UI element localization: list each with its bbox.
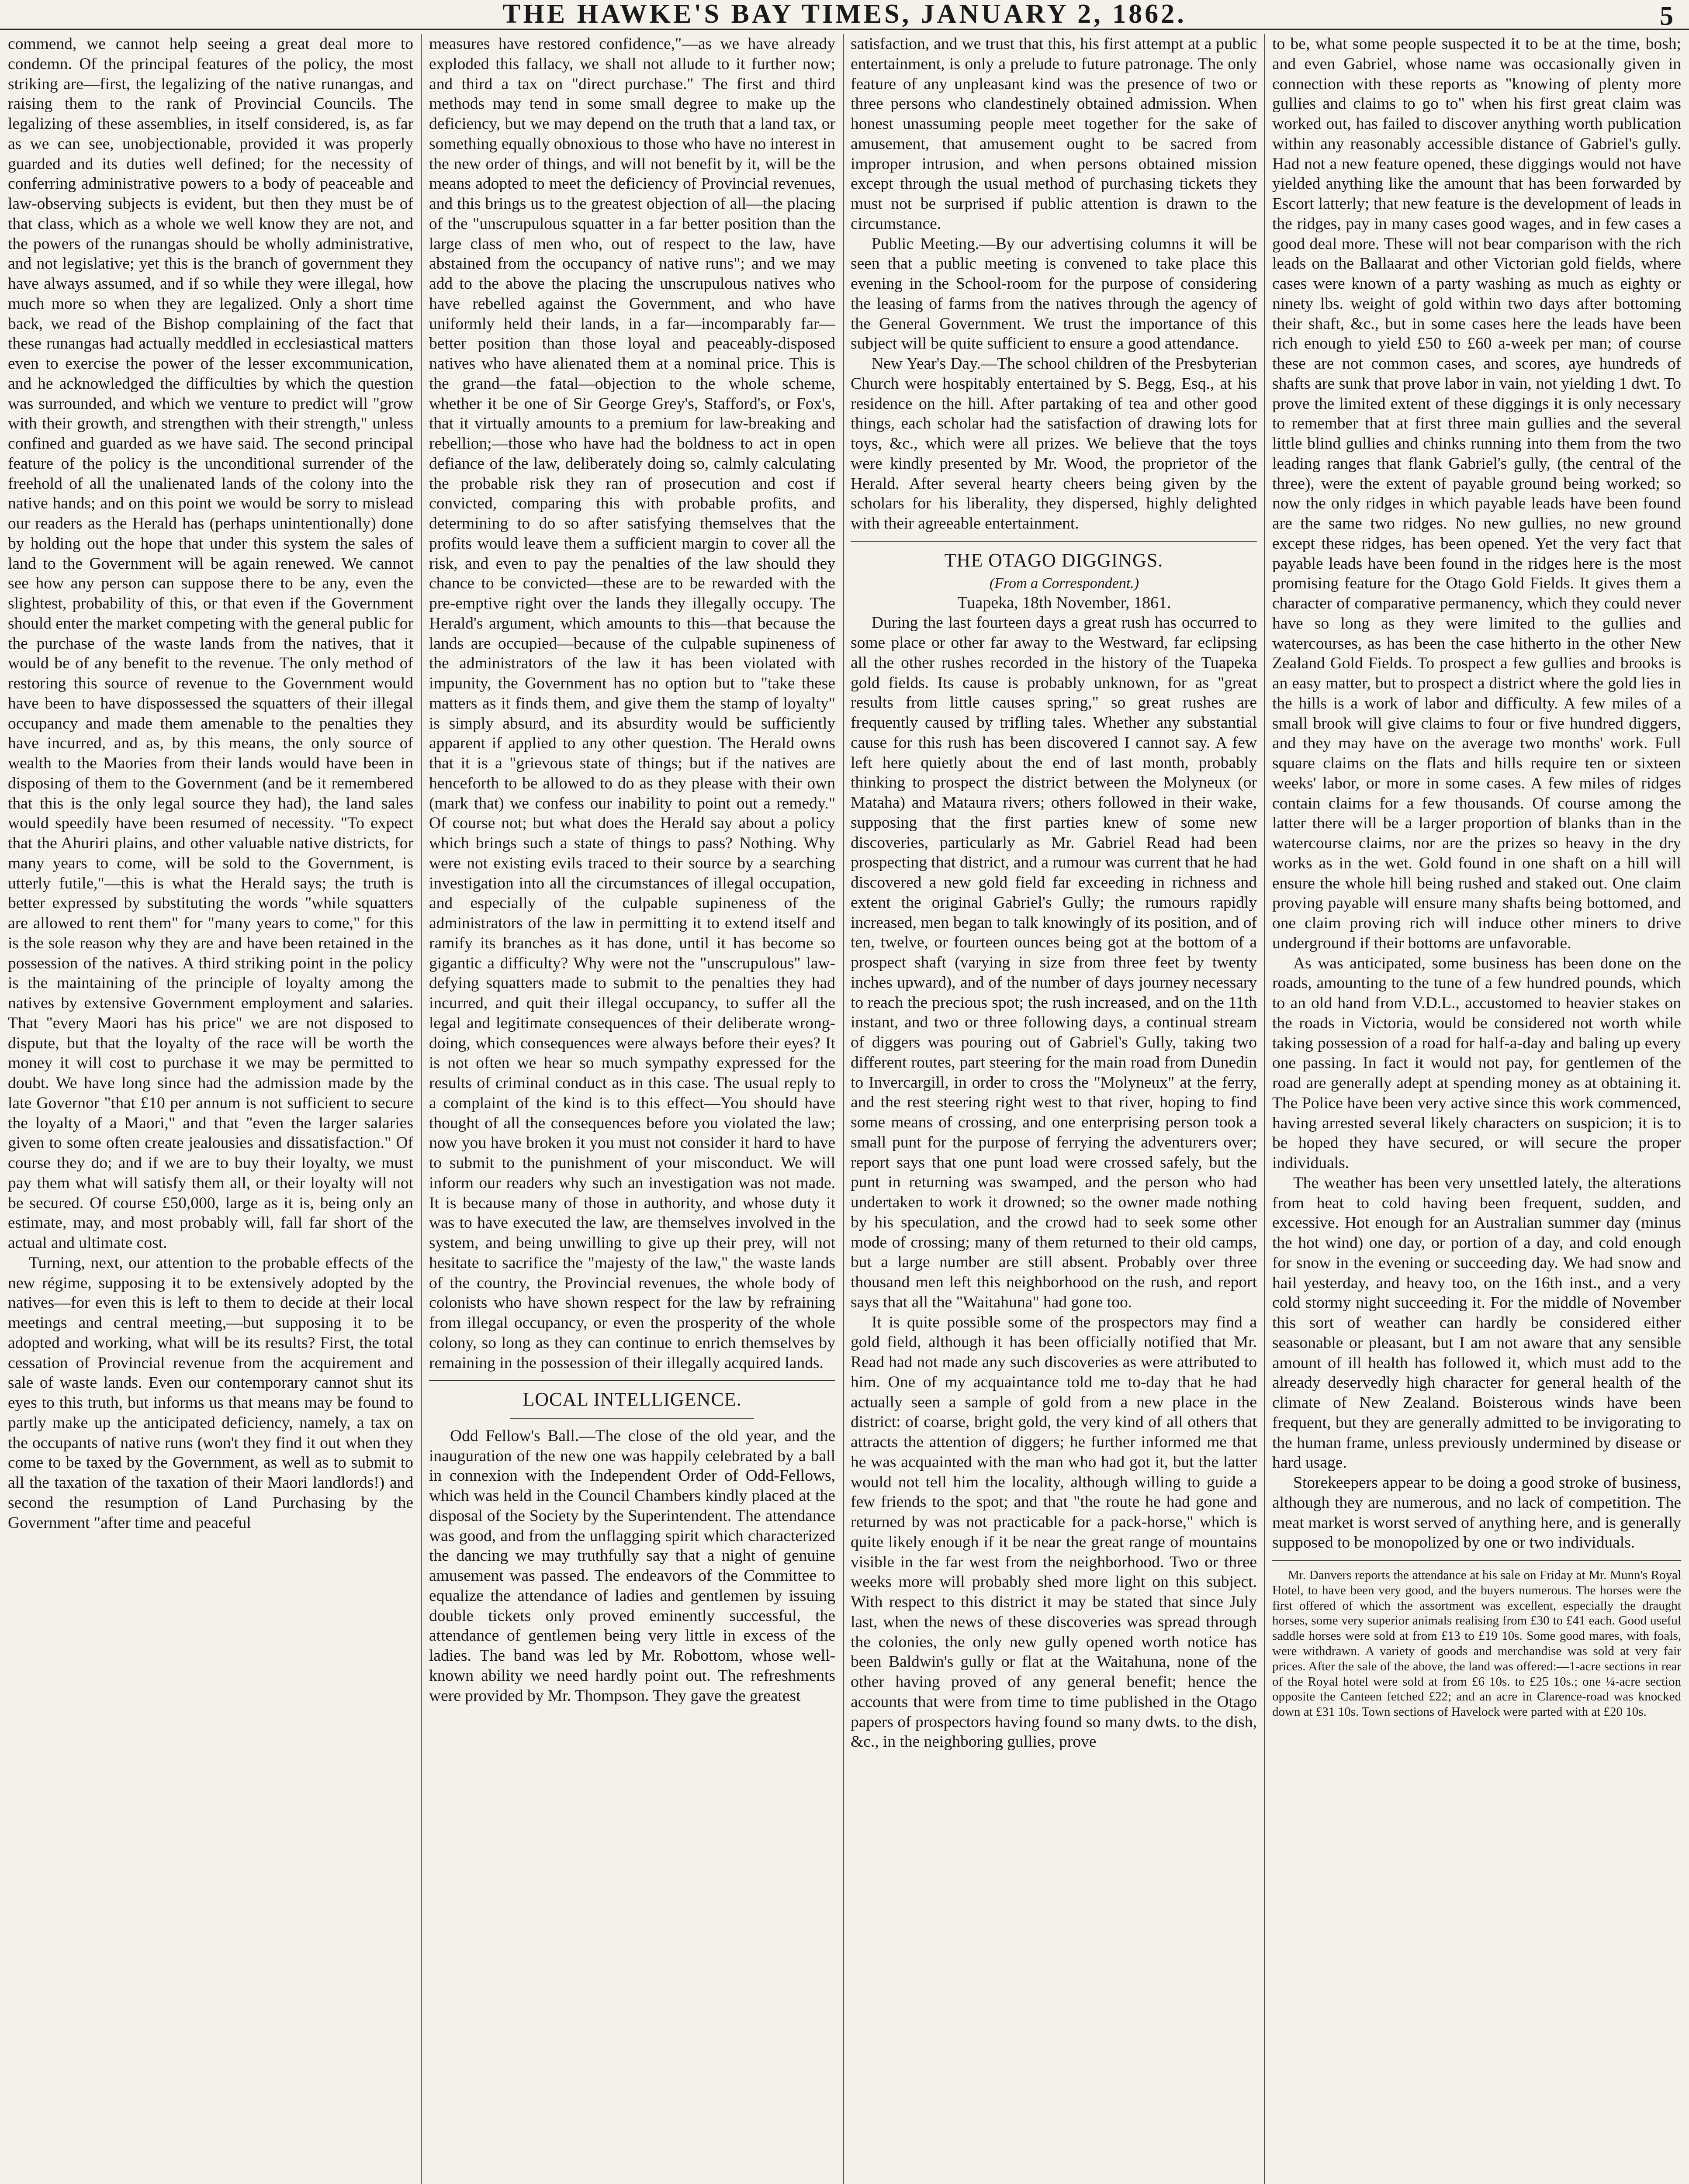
article-byline: (From a Correspondent.) — [989, 575, 1139, 592]
article-paragraph: During the last fourteen days a great rush has occurred to some place or other far away to the Westward, far eclipsing all the other rushes recorded in the history of the Tuapeka gold fields. Its cause is probably unknown, for as "great results from little causes spring," so great rushes are frequently caused by trifling tales. Whether any substantial cause for this rush has been discovered I cannot say. A few left here quietly about the end of last month, probably thinking to prospect the district between the Molyneux (or Mataha) and Mataura rivers; others followed in their wake, supposing that the first parties knew of some new discoveries, particularly as Mr. Gabriel Read had been prospecting that district, and a rumour was current that he had discovered a new gold field far exceeding in richness and extent the original Gabriel's Gully; the rumours rapidly increased, men began to talk knowingly of its position, and of ten, twelve, or fourteen ounces being got at the bottom of a prospect shaft (varying in size from three feet by twenty inches upward), and of the number of days journey necessary to reach the precious spot; the rush increased, and on the 11th instant, and two or three following days, a continual stream of diggers was pouring out of Gabriel's Gully, taking two different routes, part steering for the main road from Dunedin to Invercargill, in order to cross the "Molyneux" at the ferry, and the rest steering right west to that river, hoping to find some means of crossing, and one enterprising person took a small punt for the purpose of ferrying the adventurers over; report says that one punt load were crossed safely, but the punt in returning was swamped, and the person who had undertaken to work it drowned; so the owner made nothing by his speculation, and the crowd had to seek some other mode of crossing; many of them returned to their old camps, but a large number are still absent. Probably over three thousand men left this neighborhood on the rush, and report says that all the "Waitahuna" had gone too. — [851, 614, 1257, 1311]
article-paragraph: Turning, next, our attention to the probable effects of the new régime, supposing it to be extensively adopted by the natives—for even this is left to them to decide at their local meetings and central meeting,—but supposing it to be adopted and working, what will be its results? First, the total cessation of Provincial revenue from the acquirement and sale of waste lands. Even our contemporary cannot shut its eyes to this truth, but informs us that means may be found to partly make up the anticipated deficiency, namely, a tax on the occupants of native runs (won't they find it out when they come to be taxed by the Government, as well as to submit to all the taxation of the taxation of their Maori landlords!) and second the resumption of Land Purchasing by the Government "after time and peaceful — [8, 1254, 413, 1532]
local-news-paragraph: Odd Fellow's Ball.—The close of the old year, and the inauguration of the new one was happily celebrated by a ball in connexion with the Independent Order of Odd-Fellows, which was held in the Council Chambers kindly placed at the disposal of the Society by the Superintendent. The attendance was good, and from the unflagging spirit which characterized the dancing we may truthfully say that a night of genuine amusement was passed. The endeavors of the Committee to equalize the attendance of ladies and gentlemen by issuing double tickets only proved eminently successful, the attendance of gentlemen being very little in excess of the ladies. The band was led by Mr. Robottom, whose well-known ability we need hardly point out. The refreshments were provided by Mr. Thompson. They gave the greatest — [429, 1427, 835, 1705]
column-1 — [8, 34, 413, 2184]
local-news-paragraph: Public Meeting.—By our advertising columns it will be seen that a public meeting is convened to take place this evening in the School-room for the purpose of considering the leasing of farms from the natives through the agency of the General Government. We trust the importance of this subject will be quite sufficient to ensure a good attendance. — [851, 235, 1257, 353]
newspaper-title: THE HAWKE'S BAY TIMES, JANUARY 2, 1862. — [502, 0, 1187, 29]
column-3 — [851, 34, 1257, 2184]
article-paragraph: commend, we cannot help seeing a great deal more to condemn. Of the principal features of the policy, the most striking are—first, the legalizing of the native runangas, and raising them to the rank of Provincial Councils. The legalizing of these assemblies, in itself considered, is, as far as we can see, unobjectionable, provided it was properly guarded and its duties well defined; for the necessity of conferring administrative powers to a body of peaceable and law-observing subjects is evident, but then they must be of that class, which as a whole we well know they are not, and the powers of the runangas should be wholly administrative, and not legislative; yet this is the branch of government they have always assumed, and if so while they were illegal, how much more so when they are legalized. Only a short time back, we read of the Bishop complaining of the fact that these runangas had actually meddled in ecclesiastical matters even to exercise the power of the lesser excommunication, and he acknowledged the difficulties by which the question was surrounded, and which we venture to predict will "grow with their growth, and strengthen with their strength," unless confined and guarded as we have said. The second principal feature of the policy is the unconditional surrender of the freehold of all the unalienated lands of the colony into the native hands; and on this point we would be sorry to mislead our readers as the Herald has (perhaps unintentionally) done by holding out the hope that under this system the sales of land to the Government will be again renewed. We cannot see how any person can suppose there to be any, even the slightest, probability of this, or that even if the Government should enter the market competing with the general public for the purchase of the waste lands from the natives, that it would be of any benefit to the revenue. The only method of restoring this source of revenue to the Government would have been to have dispossessed the squatters of their illegal occupancy and made them amenable to the penalties they have incurred, and as, by this means, the only source of wealth to the Maories from their lands would have been in disposing of them to the Government (and be it remembered that this is the only legal source they had), the land sales would speedily have been resumed of necessity. "To expect that the Ahuriri plains, and other valuable native districts, for many years to come, will be sold to the Government, is utterly futile,"—this is what the Herald says; the truth is better expressed by substituting the words "while squatters are allowed to rent them" for "many years to come," for this is the sole reason why they are and have been retained in the possession of the natives. A third striking point in the policy is the maintaining of the principle of loyalty among the natives by extensive Government employment and salaries. That "every Maori has his price" we are not disposed to dispute, but that the loyalty of the race will be worth the money it will cost to purchase it we may be permitted to doubt. We have long since had the admission made by the late Governor "that £10 per annum is not sufficient to secure the loyalty of a Maori," and that "even the larger salaries given to some often create jealousies and dissatisfaction." Of course they do; and if we are to buy their loyalty, we must pay them what will satisfy them all, or their loyalty will not be secured. Of course £50,000, large as it is, being only an estimate, may, and most probably will, fall far short of the actual and ultimate cost. — [8, 35, 413, 1252]
article-paragraph: to be, what some people suspected it to be at the time, bosh; and even Gabriel, whose name was occasionally given in connection with these reports as "knowing of plenty more gullies and claims to go to" when his first great claim was worked out, has failed to discover anything worth publication within any reasonably accessible distance of Gabriel's gully. Had not a new feature opened, these diggings would not have yielded anything like the amount that has been forwarded by Escort latterly; that new feature is the development of leads in the ridges, pay in many cases good wages, and in few cases a good deal more. These will not bear comparison with the rich leads on the Ballaarat and other Victorian gold fields, where cases were known of a party washing as much as eighty or ninety lbs. weight of gold within two days after bottoming their shaft, &c., but in some cases here the leads have been rich enough to yield £50 to £60 a-week per man; of course these are not common cases, and scores, aye hundreds of shafts are sunk that prove labor in vain, not yielding 1 dwt. To prove the limited extent of these diggings it is only necessary to remember that at first three main gullies and the several little blind gullies and chinks running into them from the two leading ranges that flank Gabriel's gully, (the central of the three), were the extent of payable ground being worked; so now the only ridges in which payable leads have been found are the same two ridges. No new gullies, no new ground except these ridges, has been opened. Yet the very fact that payable leads have been found in the ridges here is the most promising feature for the Otago Gold Fields. It gives them a character of comparative permanency, which they could never have so long as they were limited to the gullies and watercourses, as has been the case hitherto in the other New Zealand Gold Fields. To prospect a few gullies and brooks is an easy matter, but to prospect a district where the gold lies in the hills is a work of labor and difficulty. A few miles of a small brook will give claims to four or five hundred diggers, and they may have on the average two months' work. Full square claims on the flats and hills require ten or sixteen weeks' labor, or more in some cases. A few miles of ridges contain claims for a few thousands. Of course among the latter there will be a larger proportion of blanks than in the watercourse claims, nor are the prizes so heavy in the dry works as in the wet. Gold found in one shaft on a hill will ensure the whole hill being rushed and staked out. One claim proving payable will ensure many shafts being bottomed, and one claim proving rich will induce other miners to drive underground if their bottoms are unfavorable. — [1272, 35, 1681, 952]
section-divider — [429, 1380, 835, 1381]
column-2 — [429, 34, 835, 2184]
page-body — [0, 34, 1689, 2184]
section-heading: LOCAL INTELLIGENCE. — [523, 1389, 742, 1410]
article-paragraph: It is quite possible some of the prospectors may find a gold field, although it has been officially notified that Mr. Read had not made any such discoveries as were attributed to him. One of my acquaintance told me to-day that he had actually seen a sample of gold from a new place in the district: of coarse, bright gold, the very kind of all others that attracts the attention of diggers; he further informed me that he was acquainted with the man who had got it, but the latter would not tell him the locality, although willing to guide a few friends to the spot; and that "the route he had gone and returned by was not practicable for a pack-horse," which is quite likely enough if it be near the great range of mountains visible in the far west from the neighborhood. Two or three weeks more will probably shed more light on this subject. With respect to this district it may be stated that since July last, when the news of these discoveries was spread through the colonies, the only new gully opened worth notice has been Baldwin's gully or flat at the Waitahuna, none of the other having proved of any general benefit; hence the accounts that were from time to time published in the Otago papers of prospectors having found so many dwts. to the dish, &c., in the neighboring gullies, prove — [851, 1313, 1257, 1751]
article-paragraph: measures have restored confidence,"—as we have already exploded this fallacy, we shall not allude to it further now; and third a tax on "direct purchase." The first and third methods may tend in some small degree to make up the deficiency, but we may depend on the truth that a land tax, or something equally obnoxious to those who have no interest in the new order of things, and will not benefit by it, will be the means adopted to meet the deficiency of Provincial revenues, and this brings us to the greatest objection of all—the placing of the "unscrupulous squatter in a far better position than the large class of men who, out of respect to the law, have abstained from the occupancy of native runs"; and we may add to the above the placing the unscrupulous natives who have rebelled against the Government, and who have uniformly held their lands, in a far—incomparably far—better position than those loyal and peaceably-disposed natives who have alienated them at a nominal price. This is the grand—the fatal—objection to the whole scheme, whether it be one of Sir George Grey's, Stafford's, or Fox's, that it virtually amounts to a premium for law-breaking and rebellion;—those who have had the boldness to act in open defiance of the law, deliberately doing so, calmly calculating the probable risk they ran of prosecution and cost if convicted, comparing this with probable profits, and determining to do so after satisfying themselves that the profits would leave them a sufficient margin to cover all the risk, and even to pay the penalties of the law should they chance to be convicted—these are to be rewarded with the pre-emptive right over the lands they illegally occupy. The Herald's argument, which amounts to this—that because the lands are occupied—because of the culpable supineness of the administrators of the law it has been violated with impunity, the Government has no option but to "take these matters as it finds them, and give them the stamp of loyalty" is simply absurd, and its absurdity would be sufficiently apparent if applied to any other question. The Herald owns that it is a "grievous state of things; but if the natives are henceforth to be allowed to do as they please with their own (mark that) we confess our inability to point out a remedy." Of course not; but what does the Herald say about a policy which brings such a state of things to pass? Nothing. Why were not existing evils traced to their source by a searching investigation into all the circumstances of illegal occupation, and especially of the culpable supineness of the administrators of the law in permitting it to extend itself and ramify its branches as it has done, until it has become so gigantic a difficulty? Why were not the "unscrupulous" law-defying squatters made to submit to the penalties they had incurred, and quit their illegal occupancy, to suffer all the legal and legitimate consequences of their deliberate wrong-doing, which consequences were always before their eyes? It is not often we hear so much sympathy expressed for the results of criminal conduct as in this case. The usual reply to a complaint of the kind is to this effect—You should have thought of all the consequences before you violated the law; now you have broken it you must not consider it hard to have to submit to the punishment of your misconduct. We will inform our readers why such an investigation was not made. It is because many of those in authority, and whose duty it was to have executed the law, are themselves involved in the system, and being unwilling to give up their prey, will not hesitate to sacrifice the "majesty of the law," the waste lands of the country, the Provincial revenues, the whole body of colonists who have shown respect for the law by refraining from illegal occupancy, or even the prosperity of the whole colony, so long as they can continue to enrich themselves by remaining in the possession of their illegally acquired lands. — [429, 35, 835, 1372]
article-paragraph: The weather has been very unsettled lately, the alterations from heat to cold having been frequent, sudden, and excessive. Hot enough for an Australian summer day (minus the hot wind) one day, or portion of a day, and cold enough for snow in the evening or succeeding day. We had snow and hail yesterday, and heavy too, on the 16th inst., and a very cold stormy night succeeding it. For the middle of November this sort of weather can hardly be considered either seasonable or pleasant, but I am not aware that any sensible amount of ill health has followed it, which must add to the already deservedly high character for general health of the climate of New Zealand. Boisterous winds have been frequent, but they are generally admitted to be invigorating to the human frame, unless previously undermined by disease or hard usage. — [1272, 1174, 1681, 1472]
article-paragraph: Storekeepers appear to be doing a good stroke of business, although they are numerous, and no lack of competition. The meat market is worst served of anything here, and is generally supposed to be monopolized by one or two individuals. — [1272, 1474, 1681, 1552]
auction-notice — [1272, 1568, 1681, 1720]
masthead — [0, 0, 1689, 30]
article-heading: THE OTAGO DIGGINGS. — [944, 549, 1163, 571]
article-paragraph: As was anticipated, some business has been done on the roads, amounting to the tune of a few hundred pounds, which to an old hand from V.D.L., accustomed to heavier stakes on the roads in Victoria, would be considered not worth while taking possession of a road for half-a-day and baling up every one passing. In fact it would not pay, for gentlemen of the road are generally adept at spending money as at obtaining it. The Police have been very active since this work commenced, having arrested several likely characters on suspicion; it is to be hoped they have secured, or will secure the proper individuals. — [1272, 954, 1681, 1172]
section-divider — [851, 541, 1257, 542]
article-dateline: Tuapeka, 18th November, 1861. — [957, 593, 1171, 612]
page-number: 5 — [1660, 1, 1673, 31]
local-news-paragraph: satisfaction, and we trust that this, his first attempt at a public entertainment, is only a prelude to future patronage. The only feature of any unpleasant kind was the presence of two or three persons who clandestinely obtained admission. When honest unassuming people meet together for the sake of amusement, that amusement ought to be sacred from improper intrusion, and when persons obtained mission except through the usual method of purchasing tickets they must not be surprised if public attention is drawn to the circumstance. — [851, 35, 1257, 233]
heading-rule — [510, 1418, 754, 1419]
column-4 — [1272, 34, 1681, 2184]
section-divider — [1272, 1560, 1681, 1561]
local-news-paragraph: New Year's Day.—The school children of the Presbyterian Church were hospitably entertained by S. Begg, Esq., at his residence on the hill. After partaking of tea and other good things, each scholar had the satisfaction of drawing lots for toys, &c., which were all prizes. We believe that the toys were kindly presented by Mr. Wood, the proprietor of the Herald. After several hearty cheers being given by the scholars for his liberality, they dispersed, highly delighted with their agreeable entertainment. — [851, 355, 1257, 532]
auction-notice-text: Mr. Danvers reports the attendance at his sale on Friday at Mr. Munn's Royal Hotel, to have been very good, and the buyers numerous. The horses were the first offered of which the assortment was excellent, especially the draught horses, some very superior animals realising from £30 to £41 each. Good useful saddle horses were sold at from £13 to £19 10s. Some good mares, with foals, were withdrawn. A variety of goods and merchandise was sold at very fair prices. After the sale of the above, the land was offered:—1-acre sections in rear of the Royal hotel were sold at from £6 10s. to £25 10s.; one ¼-acre section opposite the Canteen fetched £22; and an acre in Clarence-road was knocked down at £31 10s. Town sections of Havelock were parted with at £20 10s. — [1272, 1568, 1681, 1719]
